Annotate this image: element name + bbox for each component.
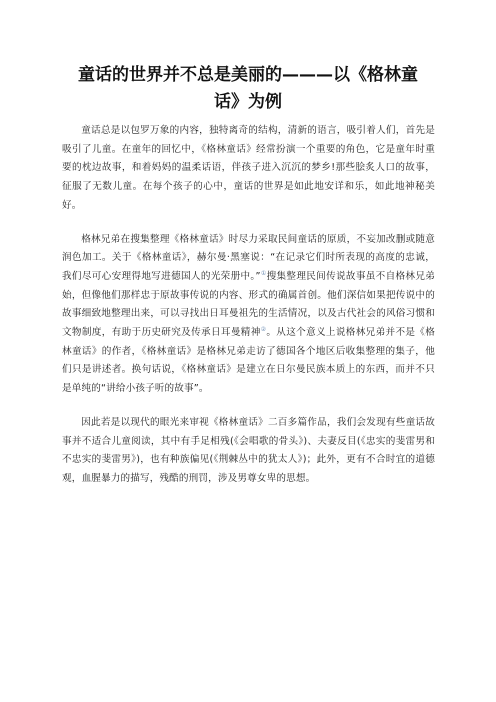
paragraph-text: 格林兄弟在搜集整理《格林童话》时尽力采取民间童话的原质，不妄加改删或随意润色加工。关于《格林童话》，赫尔曼·黑塞说：“在记录它们时所表现的高度的忠诚，我们尽可心安理得地写进德国人的光荣册中。” (62, 233, 435, 282)
paragraph-text: 童话总是以包罗万象的内容，独特离奇的结构，清新的语言，吸引着人们，首先是吸引了儿童。在童年的回忆中，《格林童话》经常扮演一个重要的角色，它是童年时重要的枕边故事，和着妈妈的温柔话语，伴孩子进入沉沉的梦乡!那些脍炙人口的故事，征服了无数儿童。在每个孩子的心中，童话的世界是如此地安详和乐，如此地神秘美好。 (62, 125, 435, 211)
paragraph-text: 搜集整理民间传说故事虽不自格林兄弟始，但像他们那样忠于原故事传说的内容、形式的确属首创。他们深信如果把传说中的故事细致地整理出来，可以寻找出日耳曼祖先的生活情况，以及古代社会的风俗习惯和文物制度，有助于历史研究及传承日耳曼精神 (62, 270, 436, 339)
paragraph-text: 。从这个意义上说格林兄弟并不是《格林童话》的作者，《格林童话》是格林兄弟走访了德国各个地区后收集整理的集子，他们只是讲述者。换句话说，《格林童话》是建立在日尔曼民族本质上的东西，而并不只是单纯的“讲给小孩子听的故事”。 (62, 327, 435, 395)
page-title: 童话的世界并不总是美丽的———以《格林童话》为例 (78, 65, 418, 112)
document-body (62, 122, 435, 504)
body-paragraph (62, 414, 435, 489)
paragraph-text: 因此若是以现代的眼光来审视《格林童话》二百多篇作品，我们会发现有些童话故事并不适合儿童阅读，其中有手足相残(《会唱歌的骨头》)、夫妻反目(《忠实的斐雷男和不忠实的斐雷男》)，也有种族偏见(《荆棘丛中的犹太人》)；此外，更有不合时宜的道德观，血腥暴力的描写，残酷的刑罚，涉及男尊女卑的思想。 (62, 416, 435, 484)
body-paragraph (62, 122, 435, 216)
footnote-marker: ① (260, 269, 267, 277)
body-paragraph (62, 231, 435, 399)
footnote-marker: ② (260, 325, 267, 333)
